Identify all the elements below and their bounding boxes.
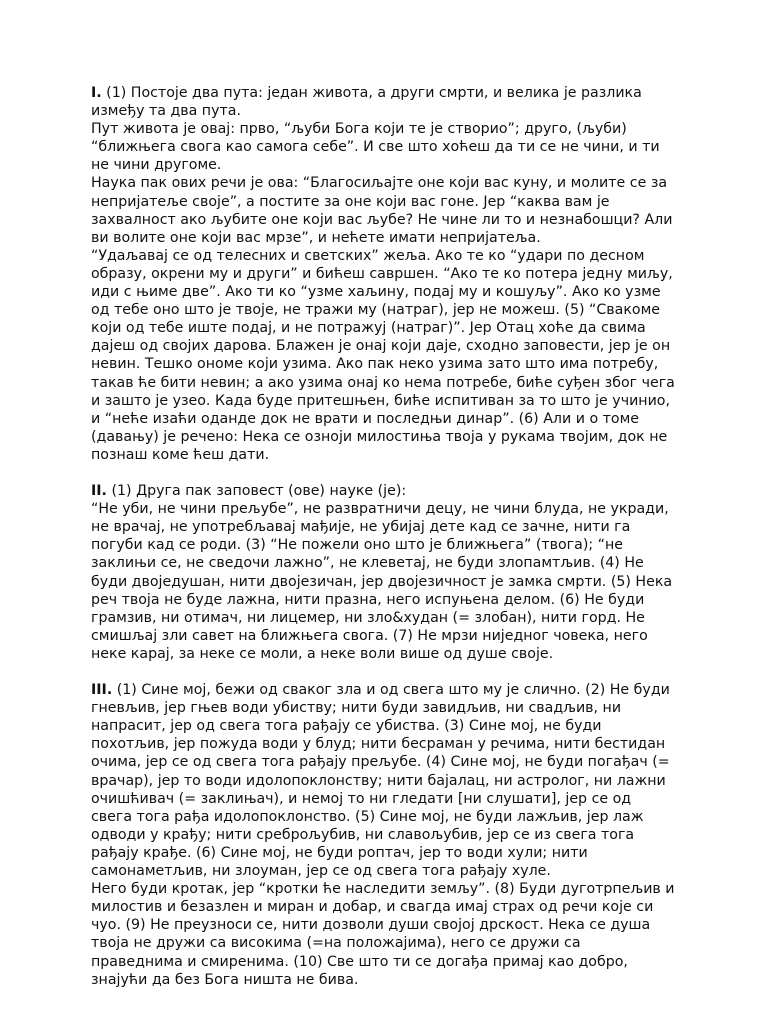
line-text: (1) Постоје два пута: један живота, а други смрти, и велика је разлика (101, 85, 642, 101)
text-line: (давању) је речено: Нека се озноји милостиња твоја у рукама твојим, док не (91, 428, 668, 445)
text-line: грамзив, ни отимач, ни лицемер, ни зло&худан (= злобан), нити горд. Не (91, 609, 645, 626)
text-line: Наука пак ових речи је ова: “Благосиљајте оне који вас куну, и молите се за (91, 175, 668, 192)
text-line: и “неће изаћи оданде док не врати и последњи динар”. (6) Али и о томе (91, 410, 640, 427)
text-line: од тебе оно што је твоје, не тражи му (натраг), јер не можеш. (5) “Свакоме (91, 302, 661, 319)
text-line: свега тога рађа идолопоклонство. (5) Сине мој, не буди лажљив, јер лаж (91, 808, 644, 825)
text-line: рађају крађе. (6) Сине мој, не буди роптач, јер то води хули; нити (91, 844, 588, 861)
text-line (91, 681, 711, 699)
text-line: такав ће бити невин; а ако узима онај ко нема потребе, биће суђен због чега (91, 374, 675, 391)
text-line: Пут живота је овај: прво, “љуби Бога који те је створио”; друго, (љуби) (91, 121, 627, 138)
section-3 (91, 681, 711, 989)
text-line: и зашто је узео. Када буде притешњен, биће испитиван за то што је учинио, (91, 392, 670, 409)
text-line: захвалност ако љубите оне који вас љубе? Не чине ли то и незнабошци? Али (91, 211, 673, 228)
text-line: дајеш од својих дарова. Блажен је онај који даје, сходно заповести, јер је он (91, 338, 671, 355)
line-text: (1) Сине мој, бежи од сваког зла и од свега што му је слично. (2) Не буди (112, 682, 670, 699)
text-line: твоја не дружи са високима (=на положајима), него се дружи са (91, 935, 581, 952)
document-body (91, 84, 711, 1007)
text-line: образу, окрени му и други” и бићеш савршен. “Ако те ко потера једну миљу, (91, 265, 673, 282)
text-line: невин. Тешко ономе који узима. Ако пак неко узима зато што има потребу, (91, 356, 659, 373)
section-numeral: III. (91, 682, 113, 699)
text-line: “Не уби, не чини прељубе”, не развратничи децу, не чини блуда, не укради, (91, 501, 669, 518)
section-1 (91, 84, 711, 464)
text-line: праведнима и смиренима. (10) Све што ти се догађа примај као добро, (91, 953, 628, 970)
text-line: не врачај, не употребљавај мађије, не убијај дете кад се зачне, нити га (91, 519, 631, 536)
text-line: ви волите оне који вас мрзе”, и нећете имати непријатеља. (91, 229, 541, 246)
text-line: заклињи се, не сведочи лажно”, не клеветај, не буди злопамтљив. (4) Не (91, 555, 644, 572)
text-line: очишћивач (= заклињач), и немој то ни гледати [ни слушати], јер се од (91, 790, 632, 807)
section-numeral: I. (91, 85, 102, 101)
text-line: који од тебе иште подај, и не потражуј (натраг)”. Јер Отац хоће да свима (91, 320, 646, 337)
text-line: буди двоједушан, нити двојезичан, јер двојезичност је замка смрти. (5) Нека (91, 573, 673, 590)
text-line: погуби кад се роди. (3) “Не пожели оно што је ближњега” (твога); “не (91, 537, 624, 554)
text-line: одводи у крађу; нити среброљубив, ни славољубив, јер се из свега тога (91, 826, 635, 843)
text-line: “ближњега свога као самога себе”. И све што хоћеш да ти се не чини, и ти (91, 139, 660, 156)
text-line: напрасит, јер од свега тога рађају се убиства. (3) Сине мој, не буди (91, 718, 602, 735)
text-line: очима, јер се од свега тога рађају прељубе. (4) Сине мој, не буди погађач (= (91, 754, 670, 771)
text-line: између та два пута. (91, 103, 241, 120)
section-2 (91, 482, 711, 663)
text-line: смишљај зли савет на ближњега свога. (7) Не мрзи ниједног човека, него (91, 627, 648, 644)
text-line: похотљив, јер пожуда води у блуд; нити бесраман у речима, нити бестидан (91, 736, 666, 753)
text-line: гневљив, јер гњев води убиству; нити буди завидљив, ни свадљив, ни (91, 700, 622, 717)
text-line: реч твоја не буде лажна, нити празна, него испуњена делом. (6) Не буди (91, 591, 645, 608)
text-line: “Удаљавај се од телесних и светских” жеља. Ако те ко “удари по десном (91, 247, 645, 264)
text-line: знајући да без Бога ништа не бива. (91, 971, 359, 988)
text-line: чуо. (9) Не преузноси се, нити дозволи души својој дрскост. Нека се душа (91, 917, 651, 934)
text-line: иди с њиме две”. Ако ти ко “узме хаљину, подај му и кошуљу”. Ако ко узме (91, 284, 661, 301)
line-text: (1) Друга пак заповест (ове) науке (је): (106, 483, 407, 500)
text-line: Него буди кротак, јер “кротки ће наследити земљу”. (8) Буди дуготрпељив и (91, 881, 675, 898)
text-line: самонаметљив, ни злоуман, јер се од свега тога рађају хуле. (91, 863, 551, 880)
text-line: непријатеље своје”, а постите за оне који вас гоне. Јер “каква вам је (91, 193, 610, 210)
text-line (91, 482, 711, 500)
text-line: неке карај, за неке се моли, а неке воли више од душе своје. (91, 645, 554, 662)
text-line: врачар), јер то води идолопоклонству; нити бајалац, ни астролог, ни лажни (91, 772, 666, 789)
text-line: милостив и безазлен и миран и добар, и свагда имај страх од речи које си (91, 899, 654, 916)
section-numeral: II. (91, 483, 107, 500)
text-line (91, 84, 711, 102)
text-line: познаш коме ћеш дати. (91, 446, 270, 463)
text-line: не чини другоме. (91, 157, 222, 174)
